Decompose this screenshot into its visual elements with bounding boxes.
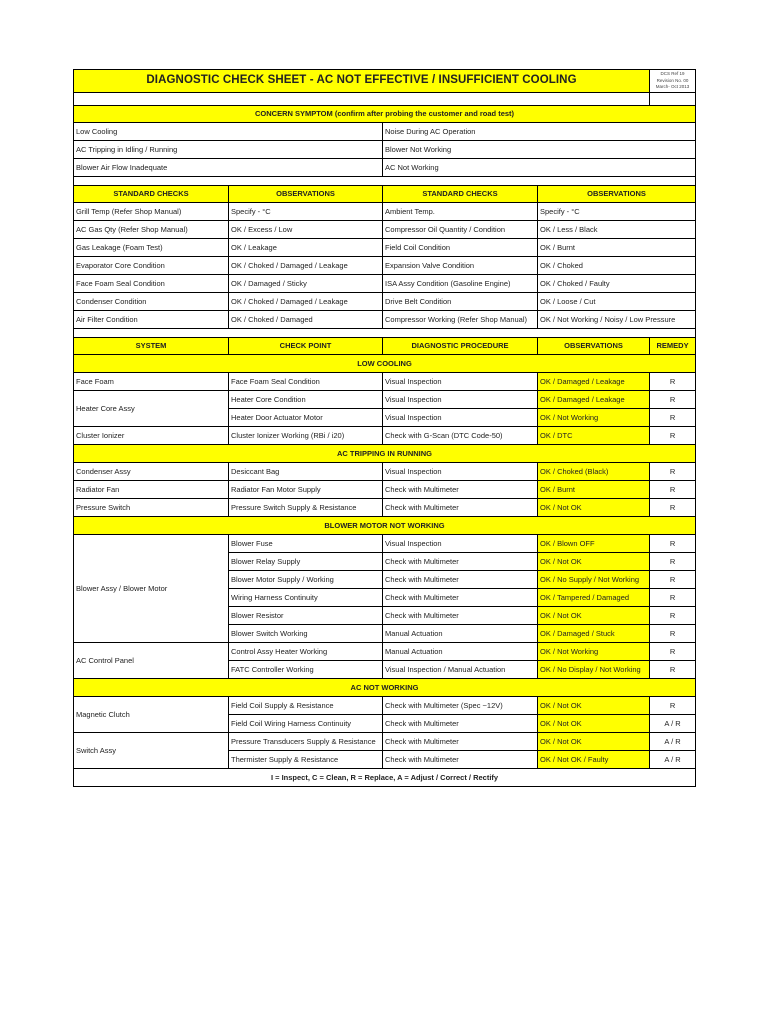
observation-cell: OK / Not OK [538, 553, 650, 571]
check-point-cell: Heater Core Condition [229, 391, 383, 409]
check-point-cell: Radiator Fan Motor Supply [229, 481, 383, 499]
concern-item: AC Tripping in Idling / Running [74, 141, 383, 159]
observation-cell: OK / Not OK [538, 697, 650, 715]
system-header: SYSTEM [74, 338, 229, 355]
remedy-cell: R [650, 589, 696, 607]
diagnostic-row [74, 463, 696, 481]
system-cell: Face Foam [74, 373, 229, 391]
procedure-cell: Manual Actuation [383, 643, 538, 661]
standard-observation: OK / Choked / Damaged / Leakage [229, 293, 383, 311]
system-cell: Cluster Ionizer [74, 427, 229, 445]
standard-observation: OK / Leakage [229, 239, 383, 257]
observation-cell: OK / Choked (Black) [538, 463, 650, 481]
standard-check: Gas Leakage (Foam Test) [74, 239, 229, 257]
procedure-cell: Visual Inspection [383, 391, 538, 409]
system-cell: Magnetic Clutch [74, 697, 229, 733]
section-title: BLOWER MOTOR NOT WORKING [74, 517, 696, 535]
standard-observation: OK / Not Working / Noisy / Low Pressure [538, 311, 696, 329]
check-point-cell: Pressure Transducers Supply & Resistance [229, 733, 383, 751]
concern-item: Blower Not Working [383, 141, 696, 159]
section-title: LOW COOLING [74, 355, 696, 373]
check-point-cell: Control Assy Heater Working [229, 643, 383, 661]
diagnostic-row [74, 373, 696, 391]
remedy-cell: R [650, 607, 696, 625]
standard-check: ISA Assy Condition (Gasoline Engine) [383, 275, 538, 293]
observation-cell: OK / Not OK [538, 733, 650, 751]
procedure-cell: Check with Multimeter [383, 607, 538, 625]
section-title-row [74, 517, 696, 535]
system-cell: Pressure Switch [74, 499, 229, 517]
standard-check-row [74, 275, 696, 293]
check-point-cell: Blower Relay Supply [229, 553, 383, 571]
diagnostic-row [74, 391, 696, 409]
remedy-cell: R [650, 463, 696, 481]
observations-header: OBSERVATIONS [538, 338, 650, 355]
diagnostic-row [74, 643, 696, 661]
remedy-cell: A / R [650, 751, 696, 769]
procedure-cell: Visual Inspection [383, 373, 538, 391]
concern-item: Blower Air Flow Inadequate [74, 159, 383, 177]
observation-cell: OK / Not Working [538, 643, 650, 661]
standard-check-row [74, 293, 696, 311]
standard-check: Compressor Working (Refer Shop Manual) [383, 311, 538, 329]
system-cell: Heater Core Assy [74, 391, 229, 427]
standard-observation: OK / Excess / Low [229, 221, 383, 239]
observation-cell: OK / Tampered / Damaged [538, 589, 650, 607]
system-cell: Radiator Fan [74, 481, 229, 499]
concern-header-row [74, 106, 696, 123]
concern-item: Noise During AC Operation [383, 123, 696, 141]
spacer-cell [74, 177, 696, 186]
standard-observation: OK / Burnt [538, 239, 696, 257]
check-point-cell: Blower Motor Supply / Working [229, 571, 383, 589]
observation-cell: OK / Damaged / Leakage [538, 391, 650, 409]
standard-observation: OK / Choked / Damaged [229, 311, 383, 329]
standard-check-row [74, 311, 696, 329]
standard-checks-header: STANDARD CHECKS [74, 186, 229, 203]
spacer-row [74, 177, 696, 186]
diagnostic-row [74, 427, 696, 445]
title-row [74, 70, 696, 93]
check-point-cell: FATC Controller Working [229, 661, 383, 679]
check-point-cell: Cluster Ionizer Working (RBi / i20) [229, 427, 383, 445]
observation-cell: OK / Not OK [538, 607, 650, 625]
system-cell: Switch Assy [74, 733, 229, 769]
section-title-row [74, 679, 696, 697]
remedy-cell: R [650, 427, 696, 445]
section-title: AC NOT WORKING [74, 679, 696, 697]
standard-check: Evaporator Core Condition [74, 257, 229, 275]
check-point-header: CHECK POINT [229, 338, 383, 355]
standard-check-row [74, 257, 696, 275]
check-point-cell: Heater Door Actuator Motor [229, 409, 383, 427]
standard-observation: OK / Choked / Faulty [538, 275, 696, 293]
standard-check-row [74, 203, 696, 221]
procedure-cell: Visual Inspection / Manual Actuation [383, 661, 538, 679]
observation-cell: OK / Damaged / Stuck [538, 625, 650, 643]
standard-observation: OK / Damaged / Sticky [229, 275, 383, 293]
procedure-cell: Check with Multimeter [383, 499, 538, 517]
check-point-cell: Field Coil Supply & Resistance [229, 697, 383, 715]
standard-checks-header-row [74, 186, 696, 203]
observation-cell: OK / Not Working [538, 409, 650, 427]
procedure-cell: Manual Actuation [383, 625, 538, 643]
check-point-cell: Thermister Supply & Resistance [229, 751, 383, 769]
standard-check: Condenser Condition [74, 293, 229, 311]
standard-check: Face Foam Seal Condition [74, 275, 229, 293]
procedure-cell: Visual Inspection [383, 463, 538, 481]
remedy-cell: R [650, 409, 696, 427]
meta-line: DCS Ref 19 [660, 70, 685, 76]
standard-check-row [74, 221, 696, 239]
procedure-cell: Check with Multimeter [383, 571, 538, 589]
standard-observation: OK / Choked / Damaged / Leakage [229, 257, 383, 275]
procedure-cell: Check with Multimeter [383, 733, 538, 751]
document-meta [650, 70, 696, 93]
check-point-cell: Pressure Switch Supply & Resistance [229, 499, 383, 517]
standard-observation: OK / Less / Black [538, 221, 696, 239]
observation-cell: OK / Damaged / Leakage [538, 373, 650, 391]
concern-item: Low Cooling [74, 123, 383, 141]
standard-check: Grill Temp (Refer Shop Manual) [74, 203, 229, 221]
observations-header: OBSERVATIONS [538, 186, 696, 203]
spacer-row [74, 329, 696, 338]
procedure-cell: Check with G-Scan (DTC Code-50) [383, 427, 538, 445]
procedure-cell: Check with Multimeter [383, 553, 538, 571]
spacer-cell [74, 93, 650, 106]
remedy-cell: A / R [650, 715, 696, 733]
section-title-row [74, 445, 696, 463]
concern-row [74, 159, 696, 177]
check-point-cell: Blower Fuse [229, 535, 383, 553]
remedy-cell: A / R [650, 733, 696, 751]
observation-cell: OK / No Display / Not Working [538, 661, 650, 679]
procedure-cell: Check with Multimeter (Spec ~12V) [383, 697, 538, 715]
standard-check-row [74, 239, 696, 257]
check-point-cell: Face Foam Seal Condition [229, 373, 383, 391]
diagnostic-row [74, 499, 696, 517]
remedy-legend: I = Inspect, C = Clean, R = Replace, A = Adjust / Correct / Rectify [74, 769, 696, 787]
observation-cell: OK / Not OK / Faulty [538, 751, 650, 769]
remedy-cell: R [650, 661, 696, 679]
observation-cell: OK / Not OK [538, 715, 650, 733]
system-cell: AC Control Panel [74, 643, 229, 679]
page-title: DIAGNOSTIC CHECK SHEET - AC NOT EFFECTIVE / INSUFFICIENT COOLING [74, 70, 650, 93]
procedure-cell: Visual Inspection [383, 409, 538, 427]
standard-check: Air Filter Condition [74, 311, 229, 329]
sheet-table [73, 69, 696, 787]
remedy-cell: R [650, 571, 696, 589]
concern-row [74, 141, 696, 159]
standard-check: Field Coil Condition [383, 239, 538, 257]
observations-header: OBSERVATIONS [229, 186, 383, 203]
standard-observation: Specify - °C [538, 203, 696, 221]
remedy-cell: R [650, 643, 696, 661]
meta-line: Revision No. 00 [656, 77, 689, 83]
remedy-cell: R [650, 481, 696, 499]
remedy-header: REMEDY [650, 338, 696, 355]
concern-row [74, 123, 696, 141]
diagnostic-check-sheet [73, 69, 695, 787]
check-point-cell: Field Coil Wiring Harness Continuity [229, 715, 383, 733]
check-point-cell: Wiring Harness Continuity [229, 589, 383, 607]
concern-item: AC Not Working [383, 159, 696, 177]
procedure-cell: Check with Multimeter [383, 751, 538, 769]
meta-line: March- Oct 2013 [655, 84, 690, 90]
remedy-cell: R [650, 625, 696, 643]
observation-cell: OK / No Supply / Not Working [538, 571, 650, 589]
observation-cell: OK / Blown OFF [538, 535, 650, 553]
standard-check: Compressor Oil Quantity / Condition [383, 221, 538, 239]
diagnostic-header-row [74, 338, 696, 355]
section-title: AC TRIPPING IN RUNNING [74, 445, 696, 463]
check-point-cell: Blower Switch Working [229, 625, 383, 643]
diagnostic-row [74, 733, 696, 751]
observation-cell: OK / Not OK [538, 499, 650, 517]
spacer-row [74, 93, 696, 106]
standard-check: Ambient Temp. [383, 203, 538, 221]
procedure-cell: Check with Multimeter [383, 481, 538, 499]
remedy-cell: R [650, 499, 696, 517]
standard-checks-header: STANDARD CHECKS [383, 186, 538, 203]
remedy-cell: R [650, 535, 696, 553]
system-cell: Blower Assy / Blower Motor [74, 535, 229, 643]
remedy-cell: R [650, 391, 696, 409]
check-point-cell: Blower Resistor [229, 607, 383, 625]
remedy-cell: R [650, 553, 696, 571]
standard-check: AC Gas Qty (Refer Shop Manual) [74, 221, 229, 239]
procedure-cell: Visual Inspection [383, 535, 538, 553]
diagnostic-row [74, 535, 696, 553]
legend-row [74, 769, 696, 787]
standard-observation: OK / Choked [538, 257, 696, 275]
observation-cell: OK / DTC [538, 427, 650, 445]
system-cell: Condenser Assy [74, 463, 229, 481]
remedy-cell: R [650, 373, 696, 391]
procedure-cell: Check with Multimeter [383, 589, 538, 607]
standard-check: Expansion Valve Condition [383, 257, 538, 275]
diagnostic-row [74, 697, 696, 715]
standard-observation: OK / Loose / Cut [538, 293, 696, 311]
spacer-cell [650, 93, 696, 106]
standard-check: Drive Belt Condition [383, 293, 538, 311]
procedure-cell: Check with Multimeter [383, 715, 538, 733]
observation-cell: OK / Burnt [538, 481, 650, 499]
standard-observation: Specify - °C [229, 203, 383, 221]
diagnostic-row [74, 481, 696, 499]
diagnostic-procedure-header: DIAGNOSTIC PROCEDURE [383, 338, 538, 355]
check-point-cell: Desiccant Bag [229, 463, 383, 481]
spacer-cell [74, 329, 696, 338]
remedy-cell: R [650, 697, 696, 715]
concern-symptom-header: CONCERN SYMPTOM (confirm after probing the customer and road test) [74, 106, 696, 123]
section-title-row [74, 355, 696, 373]
